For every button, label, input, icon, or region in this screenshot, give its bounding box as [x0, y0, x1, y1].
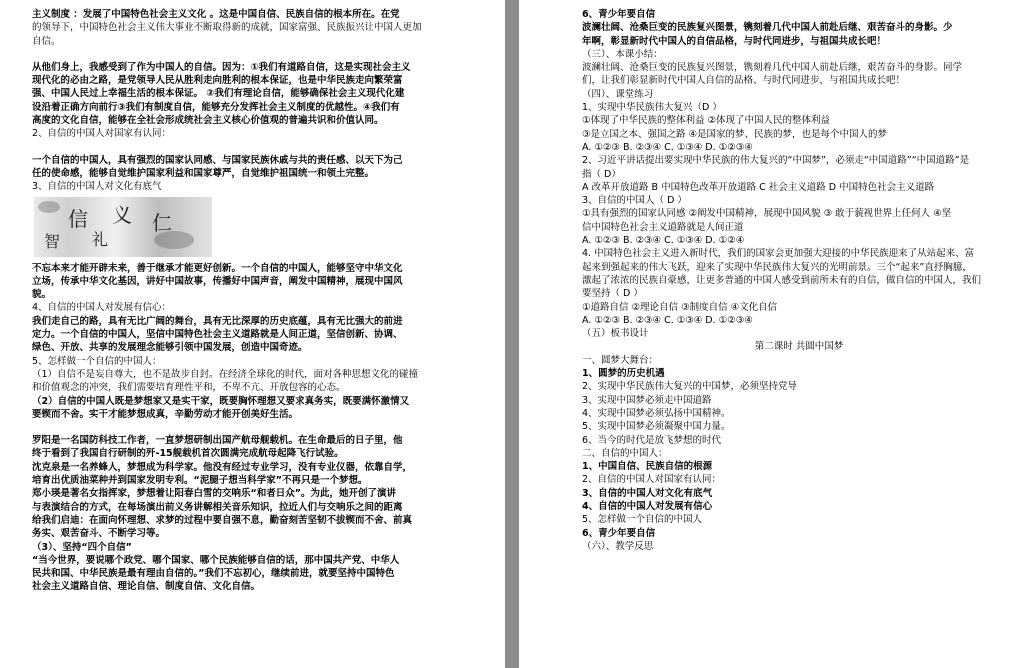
- text-line: 5、怎样做一个自信的中国人: [582, 514, 703, 526]
- text-line: 不忘本来才能开辟未来，善于继承才能更好创新。一个自信的中国人，能够坚守中华文化: [32, 262, 403, 274]
- text-line: 定力。一个自信的中国人，坚信中国特色社会主义道路就是人间正道，坚信创新、协调、: [32, 329, 403, 341]
- question-text: ③是立国之本、强国之路 ④是国家的梦、民族的梦，也是每个中国人的梦: [582, 128, 888, 140]
- text-line: 罗阳是一名国防科技工作者，一直梦想研制出国产航母舰载机。在生命最后的日子里，他: [32, 435, 403, 447]
- text-line: 给我们启迪：在面向怀理想、求梦的过程中要自强不息，勤奋刻苦坚韧不拔锲而不舍、前真: [32, 514, 413, 526]
- calligraphy-char: 礼: [92, 229, 109, 249]
- calligraphy-char: 义: [112, 202, 132, 227]
- section-heading: 2、自信的中国人对国家有认同：: [32, 128, 172, 140]
- text-line: 从他们身上，我感受到了作为中国人的自信。因为：①我们有道路自信，这是实现社会主义: [32, 61, 411, 73]
- calligraphy-char: 信: [68, 206, 88, 231]
- text-line: 郑小瑛是著名女指挥家，梦想着让阳春白雪的交响乐“和者日众”。为此，她开创了演讲: [32, 488, 396, 500]
- section-heading: 4、自信的中国人对发展有信心：: [32, 302, 172, 314]
- calligraphy-image: [34, 197, 212, 257]
- text-line: 貌。: [32, 289, 52, 301]
- text-line: 波澜壮阔、沧桑巨变的民族复兴图景，镌刻着几代中国人前赴后继、艰苦奋斗的身影。少: [582, 22, 953, 34]
- text-line: 立场，传承中华文化基因，讲好中国故事，传播好中国声音，阐发中国精神，展现中国风: [32, 275, 403, 287]
- calligraphy-char: 仁: [152, 210, 172, 235]
- text-line: 们，让我们彰显新时代中国人自信的品格、与时代同进步，与祖国共成长吧！: [582, 75, 906, 87]
- section-heading: 3、自信的中国人对文化有底气: [32, 181, 162, 193]
- section-heading: 二、自信的中国人：: [582, 447, 668, 459]
- text-line: 务实、艰苦奋斗、不断学习等。: [32, 528, 166, 540]
- section-heading: 一、圆梦大舞台：: [582, 354, 659, 366]
- calligraphy-char: 智: [44, 231, 61, 251]
- text-line: 培育出优质油菜种并到国家发明专利。“泥腿子想当科学家”不再只是一个梦想。: [32, 475, 368, 487]
- question-text: 信中国特色社会主义道路就是人间正道: [582, 221, 744, 233]
- text-line: （2）自信的中国人既是梦想家又是实干家，既要胸怀理想又要求真务实，既要满怀激情又: [32, 395, 410, 407]
- question-text: 指（ D）: [582, 168, 621, 180]
- text-line: 6、当今的时代是放飞梦想的时代: [582, 434, 722, 446]
- text-line: 6、青少年要自信: [582, 527, 656, 539]
- question-text: 2、习近平讲话提出要实现中华民族的伟大复兴的“中国梦”，必须走“中国道路”“中国道路”是: [582, 155, 970, 167]
- text-line: 3、实现中国梦必须走中国道路: [582, 394, 712, 406]
- section-heading: （四）、课堂练习: [582, 88, 654, 100]
- text-line: 社会主义道路自信、理论自信、制度自信、文化自信。: [32, 581, 261, 593]
- section-heading: （五）板书设计: [582, 328, 649, 340]
- question-text: ①道路自信 ②理论自信 ③制度自信 ④文化自信: [582, 301, 778, 313]
- text-line: 设沿着正确方向前行③我们有制度自信，能够充分发挥社会主义制度的优越性。④我们有: [32, 101, 400, 113]
- text-line: 任的使命感，能够自觉维护国家利益和国家尊严，自觉维护祖国统一和领土完整。: [32, 167, 375, 179]
- text-line: 1、中国自信、民族自信的根源: [582, 461, 713, 473]
- question-text: 3、自信的中国人（ D ）: [582, 195, 687, 207]
- text-line: 5、实现中国梦必须凝聚中国力量。: [582, 421, 731, 433]
- question-text: 4. 中国特色社会主义进入新时代，我们的国家会更加强大迎接的中华民族迎来了从站起来、富: [582, 248, 975, 260]
- text-line: 沈克泉是一名养蜂人，梦想成为科学家。他没有经过专业学习，没有专业仪器，依靠自学，: [32, 461, 413, 473]
- answer-options: A. ①②③ B. ②③④ C. ①③④ D. ①②④: [582, 235, 745, 247]
- question-text: 激起了浓浓的民族自豪感，让更多普通的中国人感受到前所未有的自信，做自信的中国人，我们: [582, 274, 982, 286]
- section-heading: （三）、本课小结：: [582, 48, 663, 60]
- answer-options: A. ①②③ B. ②③④ C. ①③④ D. ①②③④: [582, 141, 753, 153]
- document-page-right: [519, 0, 1024, 668]
- section-heading: （六）、教学反思: [582, 540, 654, 552]
- section-heading: 6、青少年要自信: [582, 9, 656, 20]
- question-text: ①具有强烈的国家认同感 ②阐发中国精神，展现中国风貌 ③ 敢于藐视世界上任何人 ④坚: [582, 208, 952, 220]
- text-line: （1）自信不是妄自尊大，也不是故步自封。在经济全球化的时代，面对各种思想文化的碰撞: [32, 368, 419, 380]
- text-line: 一个自信的中国人，具有强烈的国家认同感、与国家民族休戚与共的责任感、以天下为己: [32, 154, 403, 166]
- question-text: 起来到强起来的伟大飞跃，迎来了实现中华民族伟大复兴的光明前景。三个“起来”直抒胸臆，: [582, 261, 972, 273]
- answer-options: A 改革开放道路 B 中国特色改革开放道路 C 社会主义道路 D 中国特色社会主义道路: [582, 181, 935, 193]
- document-page-left: [0, 0, 505, 668]
- text-line: 终于看到了我国自行研制的歼-15舰载机首次圆满完成航母起降飞行试验。: [32, 448, 344, 460]
- question-text: 要坚持（ D ）: [582, 288, 643, 300]
- text-line: 和价值观念的冲突，我们需要培育理性平和，不卑不亢、开放包容的心态。: [32, 382, 346, 394]
- text-line: 民共和国、中华民族是最有理由自信的。”我们不忘初心，继续前进，就要坚持中国特色: [32, 568, 395, 580]
- text-line: 要锲而不舍。实干才能梦想成真，辛勤劳动才能开创美好生活。: [32, 408, 299, 420]
- text-line: 现代化的必由之路，是党领导人民从胜利走向胜利的根本保证，也是中华民族走向繁荣富: [32, 75, 403, 87]
- question-text: ①体现了中华民族的整体利益 ②体现了中国人民的整体利益: [582, 115, 831, 127]
- section-heading: （3）、坚持“四个自信”: [32, 541, 132, 553]
- question-text: 1、实现中华民族伟大复兴（D ）: [582, 102, 722, 114]
- text-line: 主义制度 ：发展了中国特色社会主义文化 。这是中国自信、民族自信的根本所在。在党: [32, 9, 400, 20]
- text-line: 与表演结合的方式，在每场演出前义务讲解相关音乐知识，拉近人们与交响乐之间的距离: [32, 501, 403, 513]
- text-line: 高度的文化自信，能够在全社会形成统社会主义核心价值观的普遍共识和价值认同。: [32, 115, 384, 127]
- text-line: 2、实现中华民族伟大复兴的中国梦，必须坚持党导: [582, 381, 798, 393]
- text-line: 年啊，彰显新时代中国人的自信品格，与时代同进步，与祖国共成长吧！: [582, 35, 887, 47]
- text-line: 绿色、开放、共享的发展理念能够引领中国发展，创造中国奇迹。: [32, 342, 308, 354]
- text-line: 波澜壮阔、沧桑巨变的民族复兴图景，镌刻着几代中国人前赴后继，艰苦奋斗的身影。同学: [582, 62, 963, 74]
- text-line: 的领导下，中国特色社会主义伟大事业不断取得新的成就，国家富强、民族振兴让中国人更加: [32, 22, 422, 34]
- text-line: 4、自信的中国人对发展有信心: [582, 500, 713, 512]
- text-line: 自信。: [32, 35, 61, 47]
- text-line: “当今世界，要说哪个政党、哪个国家、哪个民族能够自信的话，那中国共产党、中华人: [32, 554, 400, 566]
- text-line: 2、自信的中国人对国家有认同：: [582, 474, 722, 486]
- text-line: 强、中国人民过上幸福生活的根本保证。 ②我们有理论自信，能够确保社会主义现代化建: [32, 88, 405, 100]
- section-heading: 5、怎样做一个自信的中国人：: [32, 355, 162, 367]
- board-design-title: 第二课时 共圆中国梦: [754, 341, 844, 353]
- text-line: 4、实现中国梦必须弘扬中国精神。: [582, 407, 731, 419]
- text-line: 3、自信的中国人对文化有底气: [582, 487, 713, 499]
- text-line: 1、圆梦的历史机遇: [582, 368, 665, 380]
- answer-options: A. ①②③ B. ②③④ C. ①③④ D. ①②③④: [582, 314, 753, 326]
- text-line: 我们走自己的路，具有无比广阔的舞台，具有无比深厚的历史底蕴，具有无比强大的前进: [32, 315, 403, 327]
